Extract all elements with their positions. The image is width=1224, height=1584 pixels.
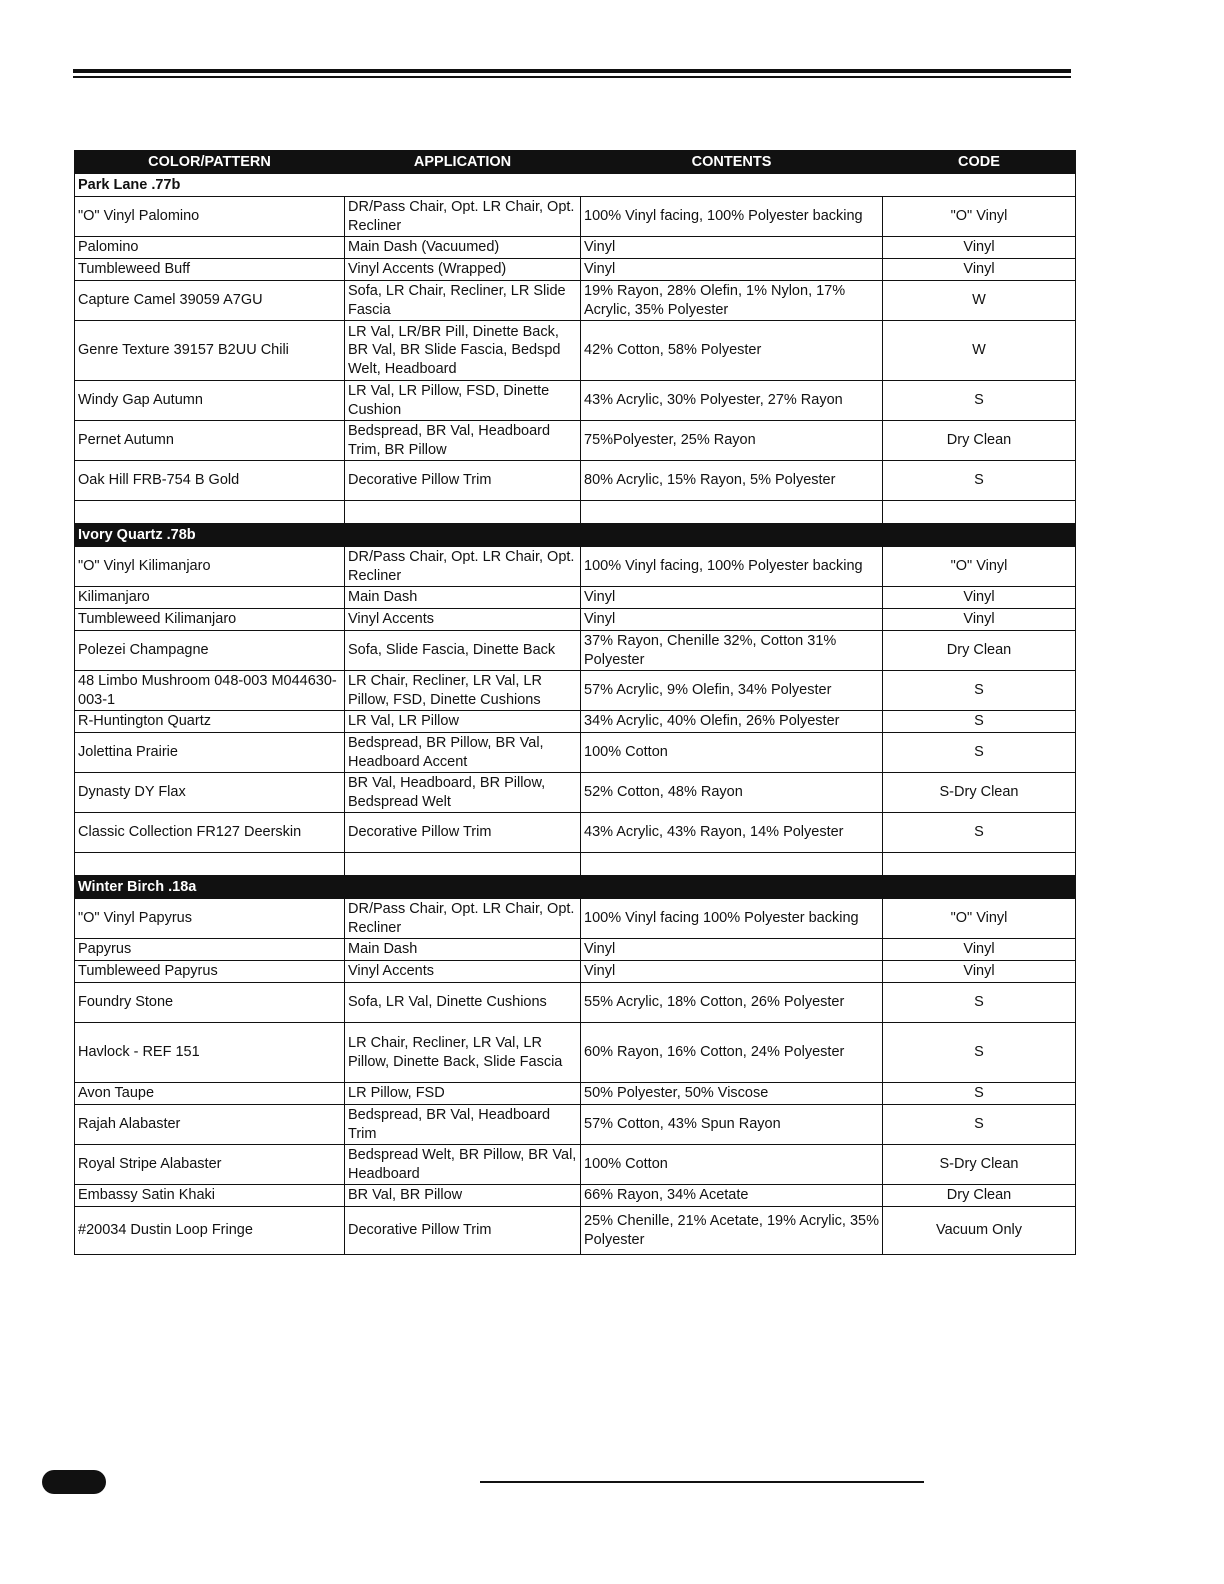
cell-application: Vinyl Accents (Wrapped)	[345, 259, 581, 281]
section-title: Winter Birch .18a	[75, 876, 1076, 899]
spacer-cell	[883, 853, 1076, 876]
section-header-row	[75, 876, 1076, 899]
footer-rule	[480, 1481, 924, 1483]
cell-application: DR/Pass Chair, Opt. LR Chair, Opt. Recliner	[345, 547, 581, 587]
cell-contents: 19% Rayon, 28% Olefin, 1% Nylon, 17% Acrylic, 35% Polyester	[581, 281, 883, 321]
cell-contents: 37% Rayon, Chenille 32%, Cotton 31% Polyester	[581, 631, 883, 671]
spacer-cell	[581, 501, 883, 524]
cell-application: DR/Pass Chair, Opt. LR Chair, Opt. Recliner	[345, 899, 581, 939]
table-row	[75, 421, 1076, 461]
header-contents: CONTENTS	[581, 151, 883, 174]
table-row	[75, 939, 1076, 961]
cell-code: S	[883, 461, 1076, 501]
cell-color: Embassy Satin Khaki	[75, 1185, 345, 1207]
cell-code: Dry Clean	[883, 631, 1076, 671]
cell-application: Sofa, LR Chair, Recliner, LR Slide Fascia	[345, 281, 581, 321]
cell-code: W	[883, 321, 1076, 381]
table-row	[75, 1023, 1076, 1083]
table-row	[75, 983, 1076, 1023]
cell-color: Polezei Champagne	[75, 631, 345, 671]
cell-code: "O" Vinyl	[883, 547, 1076, 587]
cell-code: Vinyl	[883, 939, 1076, 961]
section-title: Ivory Quartz .78b	[75, 524, 1076, 547]
cell-color: 48 Limbo Mushroom 048-003 M044630-003-1	[75, 671, 345, 711]
cell-contents: 100% Cotton	[581, 1145, 883, 1185]
spacer-cell	[345, 853, 581, 876]
table-row	[75, 609, 1076, 631]
spacer-cell	[581, 853, 883, 876]
cell-application: LR Chair, Recliner, LR Val, LR Pillow, Dinette Back, Slide Fascia	[345, 1023, 581, 1083]
header-rule-thick	[73, 69, 1071, 73]
cell-contents: 75%Polyester, 25% Rayon	[581, 421, 883, 461]
cell-color: Havlock - REF 151	[75, 1023, 345, 1083]
cell-code: Dry Clean	[883, 1185, 1076, 1207]
cell-contents: 100% Cotton	[581, 733, 883, 773]
cell-application: Bedspread, BR Val, Headboard Trim, BR Pillow	[345, 421, 581, 461]
cell-color: Genre Texture 39157 B2UU Chili	[75, 321, 345, 381]
table-row	[75, 671, 1076, 711]
table-row	[75, 733, 1076, 773]
cell-code: S-Dry Clean	[883, 1145, 1076, 1185]
spacer-row	[75, 853, 1076, 876]
table-row	[75, 773, 1076, 813]
cell-color: Tumbleweed Papyrus	[75, 961, 345, 983]
cell-application: DR/Pass Chair, Opt. LR Chair, Opt. Recliner	[345, 197, 581, 237]
cell-code: "O" Vinyl	[883, 899, 1076, 939]
header-color-pattern: COLOR/PATTERN	[75, 151, 345, 174]
cell-color: Tumbleweed Kilimanjaro	[75, 609, 345, 631]
cell-code: Vinyl	[883, 259, 1076, 281]
cell-contents: Vinyl	[581, 237, 883, 259]
cell-application: LR Val, LR/BR Pill, Dinette Back, BR Val, BR Slide Fascia, Bedspd Welt, Headboard	[345, 321, 581, 381]
cell-color: Classic Collection FR127 Deerskin	[75, 813, 345, 853]
cell-application: Main Dash (Vacuumed)	[345, 237, 581, 259]
cell-color: Pernet Autumn	[75, 421, 345, 461]
cell-code: W	[883, 281, 1076, 321]
cell-color: Jolettina Prairie	[75, 733, 345, 773]
table-row	[75, 381, 1076, 421]
cell-color: Rajah Alabaster	[75, 1105, 345, 1145]
cell-code: Vinyl	[883, 961, 1076, 983]
cell-application: Decorative Pillow Trim	[345, 461, 581, 501]
header-rule-thin	[73, 76, 1071, 78]
table-row	[75, 961, 1076, 983]
table-row	[75, 259, 1076, 281]
cell-application: Main Dash	[345, 939, 581, 961]
cell-contents: 100% Vinyl facing 100% Polyester backing	[581, 899, 883, 939]
header-code: CODE	[883, 151, 1076, 174]
table-header-row	[75, 151, 1076, 174]
cell-contents: 43% Acrylic, 30% Polyester, 27% Rayon	[581, 381, 883, 421]
header-application: APPLICATION	[345, 151, 581, 174]
cell-code: S	[883, 1083, 1076, 1105]
cell-contents: 25% Chenille, 21% Acetate, 19% Acrylic, 35% Polyester	[581, 1207, 883, 1255]
cell-color: Kilimanjaro	[75, 587, 345, 609]
cell-color: "O" Vinyl Palomino	[75, 197, 345, 237]
cell-code: S	[883, 711, 1076, 733]
cell-color: Capture Camel 39059 A7GU	[75, 281, 345, 321]
cell-contents: 34% Acrylic, 40% Olefin, 26% Polyester	[581, 711, 883, 733]
cell-application: Sofa, LR Val, Dinette Cushions	[345, 983, 581, 1023]
cell-application: LR Val, LR Pillow, FSD, Dinette Cushion	[345, 381, 581, 421]
fabric-table	[74, 150, 1076, 1255]
cell-code: S	[883, 813, 1076, 853]
spacer-cell	[75, 853, 345, 876]
table-row	[75, 899, 1076, 939]
cell-code: S	[883, 733, 1076, 773]
spacer-cell	[75, 501, 345, 524]
cell-contents: 52% Cotton, 48% Rayon	[581, 773, 883, 813]
cell-application: Vinyl Accents	[345, 609, 581, 631]
cell-code: S	[883, 1023, 1076, 1083]
table-row	[75, 813, 1076, 853]
page-number-badge	[42, 1470, 106, 1494]
cell-color: Tumbleweed Buff	[75, 259, 345, 281]
cell-contents: 80% Acrylic, 15% Rayon, 5% Polyester	[581, 461, 883, 501]
cell-contents: 43% Acrylic, 43% Rayon, 14% Polyester	[581, 813, 883, 853]
cell-color: Avon Taupe	[75, 1083, 345, 1105]
cell-color: Windy Gap Autumn	[75, 381, 345, 421]
cell-application: BR Val, BR Pillow	[345, 1185, 581, 1207]
section-header-row	[75, 174, 1076, 197]
spacer-cell	[883, 501, 1076, 524]
cell-application: LR Chair, Recliner, LR Val, LR Pillow, FSD, Dinette Cushions	[345, 671, 581, 711]
cell-application: Sofa, Slide Fascia, Dinette Back	[345, 631, 581, 671]
cell-code: S	[883, 1105, 1076, 1145]
cell-application: Vinyl Accents	[345, 961, 581, 983]
cell-color: Papyrus	[75, 939, 345, 961]
cell-application: Bedspread, BR Pillow, BR Val, Headboard Accent	[345, 733, 581, 773]
cell-application: Main Dash	[345, 587, 581, 609]
cell-application: Decorative Pillow Trim	[345, 1207, 581, 1255]
table-row	[75, 321, 1076, 381]
table-row	[75, 1207, 1076, 1255]
cell-code: Vinyl	[883, 237, 1076, 259]
cell-code: Vinyl	[883, 587, 1076, 609]
table-row	[75, 461, 1076, 501]
table-row	[75, 197, 1076, 237]
cell-code: Vacuum Only	[883, 1207, 1076, 1255]
cell-code: S	[883, 381, 1076, 421]
cell-color: #20034 Dustin Loop Fringe	[75, 1207, 345, 1255]
cell-code: S	[883, 983, 1076, 1023]
table-row	[75, 587, 1076, 609]
cell-application: Decorative Pillow Trim	[345, 813, 581, 853]
cell-application: Bedspread Welt, BR Pillow, BR Val, Headboard	[345, 1145, 581, 1185]
cell-application: LR Val, LR Pillow	[345, 711, 581, 733]
table-row	[75, 1083, 1076, 1105]
cell-color: Palomino	[75, 237, 345, 259]
cell-code: S	[883, 671, 1076, 711]
table-body	[75, 174, 1076, 1255]
cell-contents: Vinyl	[581, 609, 883, 631]
cell-contents: 100% Vinyl facing, 100% Polyester backing	[581, 547, 883, 587]
cell-color: Dynasty DY Flax	[75, 773, 345, 813]
section-header-row	[75, 524, 1076, 547]
cell-color: Royal Stripe Alabaster	[75, 1145, 345, 1185]
cell-color: "O" Vinyl Papyrus	[75, 899, 345, 939]
cell-color: Oak Hill FRB-754 B Gold	[75, 461, 345, 501]
cell-contents: 57% Acrylic, 9% Olefin, 34% Polyester	[581, 671, 883, 711]
cell-code: Vinyl	[883, 609, 1076, 631]
table-row	[75, 281, 1076, 321]
table-row	[75, 547, 1076, 587]
cell-code: Dry Clean	[883, 421, 1076, 461]
table-row	[75, 1145, 1076, 1185]
spacer-row	[75, 501, 1076, 524]
table-row	[75, 631, 1076, 671]
cell-contents: Vinyl	[581, 587, 883, 609]
cell-contents: Vinyl	[581, 259, 883, 281]
cell-contents: 100% Vinyl facing, 100% Polyester backing	[581, 197, 883, 237]
cell-application: LR Pillow, FSD	[345, 1083, 581, 1105]
cell-contents: 55% Acrylic, 18% Cotton, 26% Polyester	[581, 983, 883, 1023]
cell-application: Bedspread, BR Val, Headboard Trim	[345, 1105, 581, 1145]
section-title: Park Lane .77b	[75, 174, 1076, 197]
cell-code: "O" Vinyl	[883, 197, 1076, 237]
cell-contents: 66% Rayon, 34% Acetate	[581, 1185, 883, 1207]
cell-code: S-Dry Clean	[883, 773, 1076, 813]
table-row	[75, 1105, 1076, 1145]
cell-contents: 60% Rayon, 16% Cotton, 24% Polyester	[581, 1023, 883, 1083]
table-row	[75, 237, 1076, 259]
cell-contents: 42% Cotton, 58% Polyester	[581, 321, 883, 381]
cell-color: "O" Vinyl Kilimanjaro	[75, 547, 345, 587]
cell-application: BR Val, Headboard, BR Pillow, Bedspread Welt	[345, 773, 581, 813]
table-row	[75, 1185, 1076, 1207]
cell-color: Foundry Stone	[75, 983, 345, 1023]
spacer-cell	[345, 501, 581, 524]
cell-color: R-Huntington Quartz	[75, 711, 345, 733]
cell-contents: 57% Cotton, 43% Spun Rayon	[581, 1105, 883, 1145]
table-row	[75, 711, 1076, 733]
cell-contents: Vinyl	[581, 939, 883, 961]
cell-contents: 50% Polyester, 50% Viscose	[581, 1083, 883, 1105]
cell-contents: Vinyl	[581, 961, 883, 983]
